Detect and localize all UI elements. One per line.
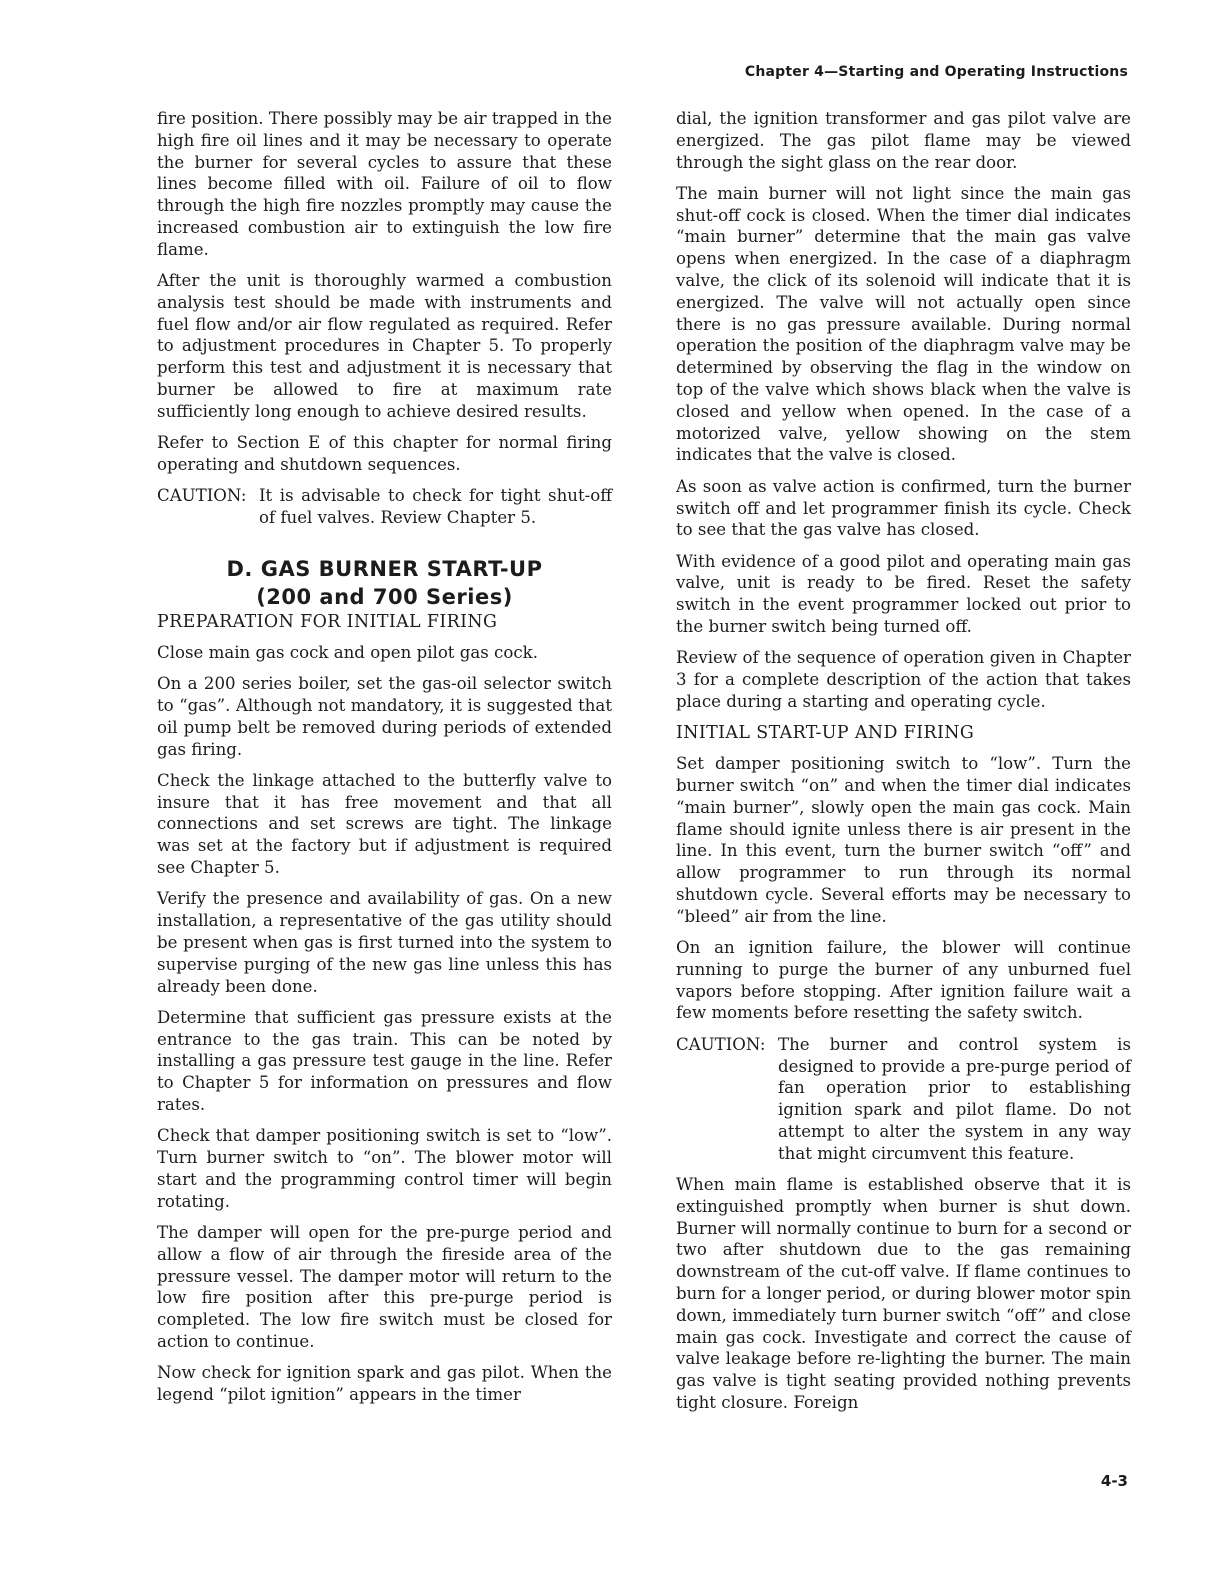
paragraph: Now check for ignition spark and gas pilot. When the legend “pilot ignition” appears in the timer (157, 1363, 612, 1405)
page-number: 4-3 (1100, 1472, 1128, 1490)
section-heading (157, 555, 612, 611)
caution-text: It is advisable to check for tight shut-off of fuel valves. Review Chapter 5. (259, 486, 612, 528)
caution-note (676, 1034, 1131, 1165)
paragraph: On an ignition failure, the blower will continue running to purge the burner of any unburned fuel vapors before stopping. After ignition failure wait a few moments before resetting the safety switch. (676, 938, 1131, 1023)
section-heading-line2: (200 and 700 Series) (256, 584, 513, 609)
paragraph: The main burner will not light since the main gas shut-off cock is closed. When the timer dial indicates “main burner” determine that the main gas valve opens when energized. In the case of a diaphragm valve, the click of its solenoid will indicate that it is energized. The valve will not actually open since there is no gas pressure available. During normal operation the position of the diaphragm valve may be determined by observing the flag in the window on top of the valve which shows black when the valve is closed and yellow when opened. In the case of a motorized valve, yellow showing on the stem indicates that the valve is closed. (676, 183, 1131, 465)
paragraph: Review of the sequence of operation given in Chapter 3 for a complete description of the action that takes place during a starting and operating cycle. (676, 648, 1131, 711)
paragraph: On a 200 series boiler, set the gas-oil selector switch to “gas”. Although not mandatory, it is suggested that oil pump belt be removed during periods of extended gas firing. (157, 674, 612, 759)
paragraph: When main flame is established observe that it is extinguished promptly when burner is shut down. Burner will normally continue to burn for a second or two after shutdown due to the gas remaining downstream of the cut-off valve. If flame continues to burn for a longer period, or during blower motor spin down, immediately turn burner switch “off” and close main gas cock. Investigate and correct the cause of valve leakage before re-lighting the burner. The main gas valve is tight seating provided nothing prevents tight closure. Foreign (676, 1175, 1131, 1413)
paragraph: Check that damper positioning switch is set to “low”. Turn burner switch to “on”. The blower motor will start and the programming control timer will begin rotating. (157, 1126, 612, 1211)
paragraph: Check the linkage attached to the butterfly valve to insure that it has free movement and that all connections and set screws are tight. The linkage was set at the factory but if adjustment is required see Chapter 5. (157, 770, 612, 878)
paragraph: fire position. There possibly may be air trapped in the high fire oil lines and it may be necessary to operate the burner for several cycles to assure that these lines become filled with oil. Failure of oil to flow through the high fire nozzles promptly may cause the increased combustion air to extinguish the low fire flame. (157, 109, 612, 259)
paragraph: With evidence of a good pilot and operating main gas valve, unit is ready to be fired. Reset the safety switch in the event programmer locked out prior to the burner switch being turned off. (676, 551, 1131, 637)
paragraph: Refer to Section E of this chapter for normal firing operating and shutdown sequences. (157, 433, 612, 474)
paragraph: After the unit is thoroughly warmed a combustion analysis test should be made with instruments and fuel flow and/or air flow regulated as required. Refer to adjustment procedures in Chapter 5. To properly perform this test and adjustment it is necessary that burner be allowed to fire at maximum rate sufficiently long enough to achieve desired results. (157, 271, 612, 421)
paragraph: Verify the presence and availability of gas. On a new installation, a representative of the gas utility should be present when gas is first turned into the system to supervise purging of the new gas line unless this has already been done. (157, 889, 612, 996)
caution-text: The burner and control system is designed to provide a pre-purge period of fan operation prior to establishing ignition spark and pilot flame. Do not attempt to alter the system in any way that might circumvent this feature. (778, 1034, 1131, 1163)
caution-note (157, 485, 612, 529)
paragraph: Set damper positioning switch to “low”. Turn the burner switch “on” and when the timer dial indicates “main burner”, slowly open the main gas cock. Main flame should ignite unless there is air present in the line. In this event, turn the burner switch “off” and allow programmer to run through its normal shutdown cycle. Several efforts may be necessary to “bleed” air from the line. (676, 754, 1131, 926)
caution-label: CAUTION: (157, 486, 247, 506)
paragraph: Determine that sufficient gas pressure exists at the entrance to the gas train. This can be noted by installing a gas pressure test gauge in the line. Refer to Chapter 5 for information on pressures and flow rates. (157, 1007, 612, 1114)
paragraph: As soon as valve action is confirmed, turn the burner switch off and let programmer finish its cycle. Check to see that the gas valve has closed. (676, 476, 1131, 540)
right-column (676, 108, 1131, 1423)
subheading: INITIAL START-UP AND FIRING (676, 723, 975, 744)
paragraph: The damper will open for the pre-purge period and allow a flow of air through the fireside area of the pressure vessel. The damper motor will return to the low fire position after this pre-purge period is completed. The low fire switch must be closed for action to continue. (157, 1222, 612, 1351)
caution-label: CAUTION: (676, 1034, 766, 1054)
paragraph: dial, the ignition transformer and gas pilot valve are energized. The gas pilot flame may be viewed through the sight glass on the rear door. (676, 109, 1131, 172)
running-header: Chapter 4—Starting and Operating Instructions (744, 64, 1128, 80)
paragraph: Close main gas cock and open pilot gas cock. (157, 642, 538, 662)
left-column (157, 108, 612, 1415)
subheading: PREPARATION FOR INITIAL FIRING (157, 611, 498, 632)
section-heading-line1: D. GAS BURNER START-UP (226, 556, 543, 581)
